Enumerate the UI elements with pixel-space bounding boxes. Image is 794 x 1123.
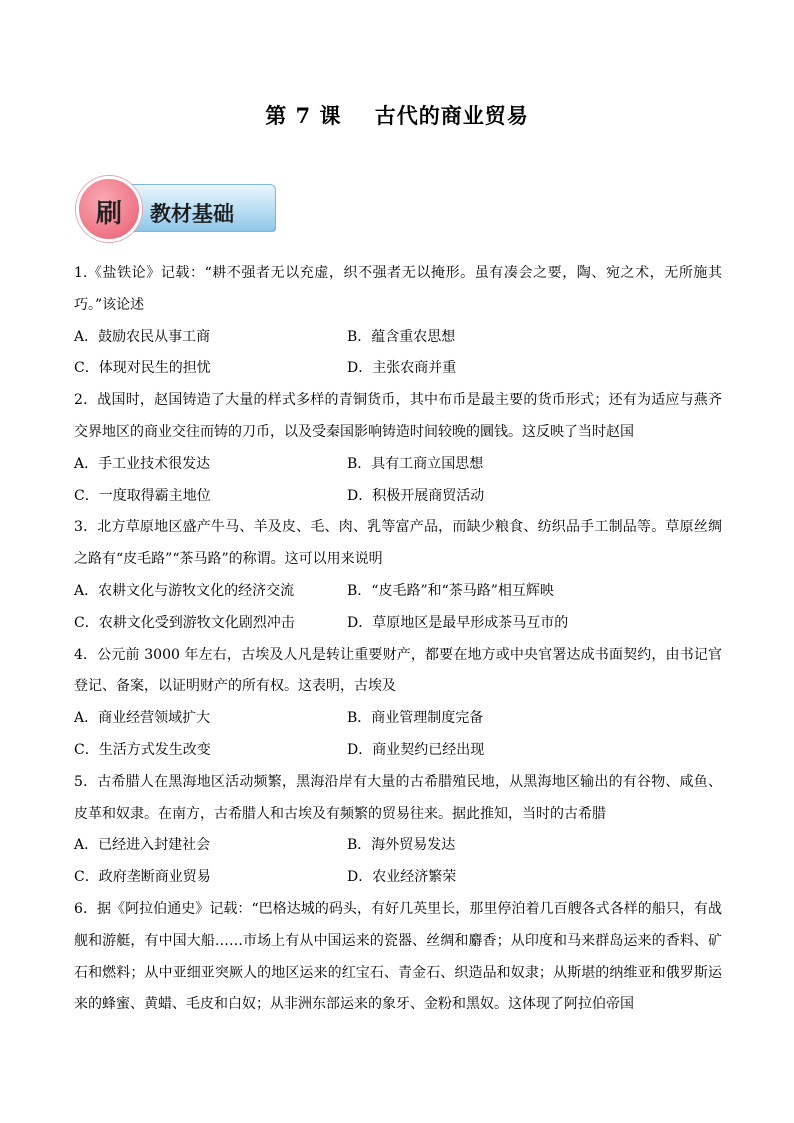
option-row (74, 830, 722, 862)
option-row (74, 449, 722, 481)
option-d: D．主张农商并重 (347, 360, 457, 377)
option-row (74, 576, 722, 608)
option-d: D．农业经济繁荣 (347, 869, 457, 886)
question-stem: 4．公元前 3000 年左右，古埃及人凡是转让重要财产，都要在地方或中央官署达成书面契约，由书记官登记、备案，以证明财产的所有权。这表明，古埃及 (74, 646, 722, 695)
banner-badge-text: 刷 (95, 199, 122, 229)
question-3 (74, 512, 722, 639)
option-a: A．鼓励农民从事工商 (74, 328, 211, 345)
option-row (74, 322, 722, 354)
option-a: A．手工业技术很发达 (74, 455, 211, 472)
question-5 (74, 767, 722, 894)
option-d: D．草原地区是最早形成茶马互市的 (347, 614, 569, 631)
section-banner (76, 174, 278, 244)
option-d: D．积极开展商贸活动 (347, 487, 485, 504)
option-c: C．体现对民生的担忧 (74, 360, 211, 377)
option-c: C．农耕文化受到游牧文化剧烈冲击 (74, 614, 295, 631)
question-4 (74, 640, 722, 767)
option-c: C．生活方式发生改变 (74, 741, 211, 758)
option-c: C．一度取得霸主地位 (74, 487, 211, 504)
question-stem: 3．北方草原地区盛产牛马、羊及皮、毛、肉、乳等富产品，而缺少粮食、纺织品手工制品等。草原丝绸之路有“皮毛路”“茶马路”的称谓。这可以用来说明 (74, 519, 722, 568)
option-a: A．已经进入封建社会 (74, 837, 211, 854)
option-b: B．商业管理制度完备 (347, 710, 484, 727)
banner-badge (76, 176, 142, 242)
option-row (74, 481, 722, 513)
question-list (74, 258, 722, 1021)
option-a: A．农耕文化与游牧文化的经济交流 (74, 582, 295, 599)
option-b: B．“皮毛路”和“茶马路”相互辉映 (347, 582, 554, 599)
question-stem: 1.《盐铁论》记载：“耕不强者无以充虚，织不强者无以掩形。虽有凑会之要，陶、宛之术，无所施其巧。”该论述 (74, 265, 722, 313)
option-row (74, 608, 722, 640)
option-row (74, 735, 722, 767)
option-b: B．具有工商立国思想 (347, 455, 484, 472)
section-label: 教材基础 (150, 201, 234, 226)
option-b: B．蕴含重农思想 (347, 328, 456, 345)
question-2 (74, 385, 722, 512)
option-row (74, 703, 722, 735)
question-6 (74, 894, 722, 1021)
option-a: A．商业经营领域扩大 (74, 710, 211, 727)
option-row (74, 353, 722, 385)
question-stem: 5．古希腊人在黑海地区活动频繁，黑海沿岸有大量的古希腊殖民地，从黑海地区输出的有谷物、咸鱼、皮革和奴隶。在南方，古希腊人和古埃及有频繁的贸易往来。据此推知，当时的古希腊 (74, 773, 722, 822)
option-row (74, 862, 722, 894)
question-1 (74, 258, 722, 385)
option-b: B．海外贸易发达 (347, 837, 456, 854)
option-c: C．政府垄断商业贸易 (74, 869, 211, 886)
option-d: D．商业契约已经出现 (347, 741, 485, 758)
question-stem: 2．战国时，赵国铸造了大量的样式多样的青铜货币，其中布币是最主要的货币形式；还有为适应与燕齐交界地区的商业交往而铸的刀币，以及受秦国影响铸造时间较晚的圜钱。这反映了当时赵国 (74, 392, 722, 440)
question-stem: 6．据《阿拉伯通史》记载：“巴格达城的码头，有好几英里长，那里停泊着几百艘各式各样的船只，有战舰和游艇，有中国大船……市场上有从中国运来的瓷器、丝绸和麝香；从印度和马来群岛运来的香料、矿石和燃料；从中亚细亚突厥人的地区运来的红宝石、青金石、织造品和奴隶；从斯堪的纳维亚和俄罗斯运来的蜂蜜、黄蜡、毛皮和白奴；从非洲东部运来的象牙、金粉和黑奴。这体现了阿拉伯帝国 (74, 900, 722, 1013)
page-title: 第 7 课 古代的商业贸易 (265, 103, 529, 128)
